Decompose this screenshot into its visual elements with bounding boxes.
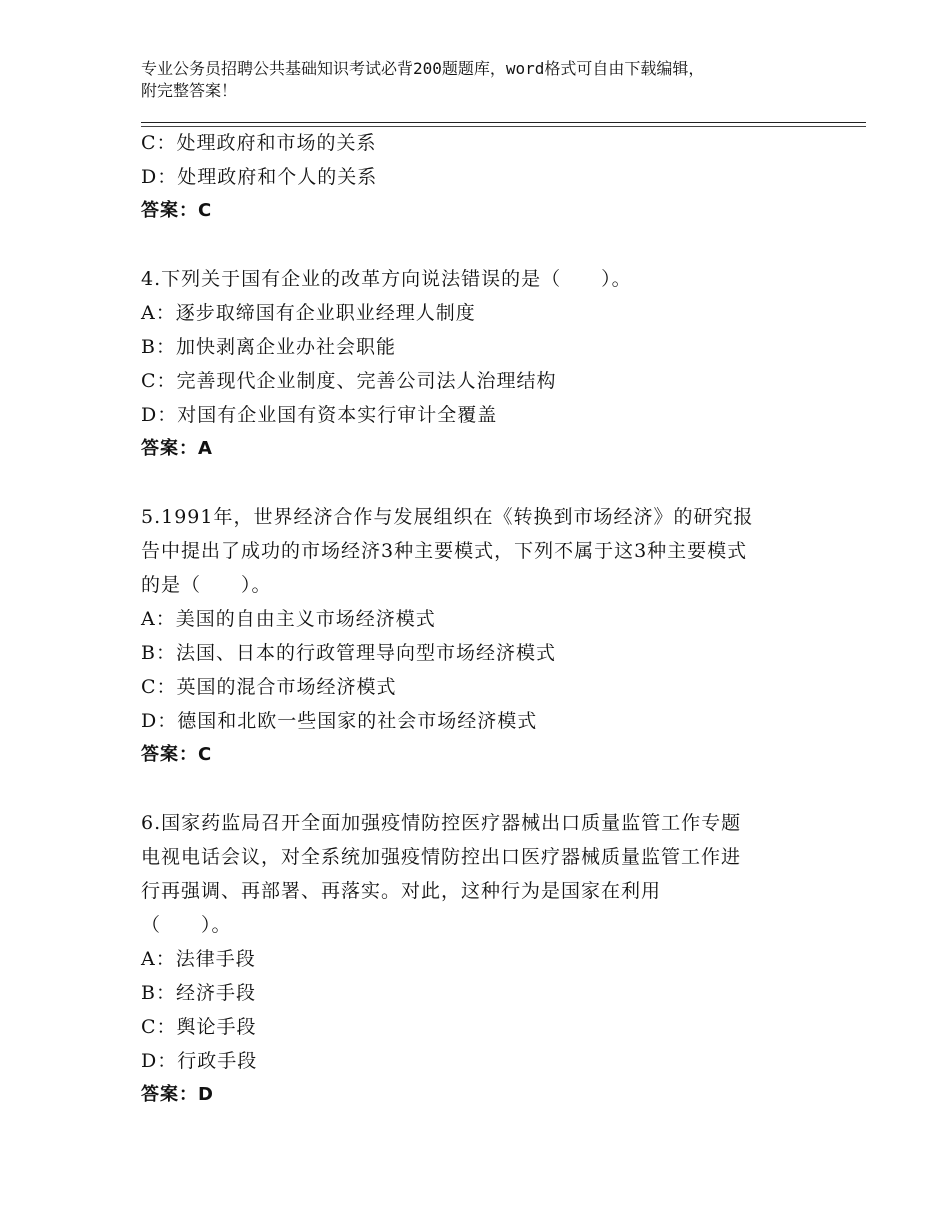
question-5-stem-3: 的是（ ）。	[141, 574, 272, 596]
header-line-1: 专业公务员招聘公共基础知识考试必背200题题库，word格式可自由下载编辑，	[141, 59, 705, 78]
question-5-option-c: C：英国的混合市场经济模式	[141, 676, 397, 698]
question-content	[141, 126, 841, 1112]
question-4-option-c: C：完善现代企业制度、完善公司法人治理结构	[141, 370, 557, 392]
question-6-stem-1: 6.国家药监局召开全面加强疫情防控医疗器械出口质量监管工作专题	[141, 812, 742, 834]
question-5-option-d: D：德国和北欧一些国家的社会市场经济模式	[141, 710, 538, 732]
spacer	[141, 772, 841, 806]
question-5-stem-1: 5.1991年，世界经济合作与发展组织在《转换到市场经济》的研究报	[141, 506, 754, 528]
question-5-stem-2: 告中提出了成功的市场经济3种主要模式，下列不属于这3种主要模式	[141, 540, 748, 562]
question-4-stem-1: 4.下列关于国有企业的改革方向说法错误的是（ ）。	[141, 268, 632, 290]
question-4-answer: 答案：A	[141, 438, 213, 459]
question-6-answer: 答案：D	[141, 1084, 214, 1105]
question-6-stem-4: （ ）。	[141, 914, 232, 936]
option-d: D：处理政府和个人的关系	[141, 166, 378, 188]
question-4-option-d: D：对国有企业国有资本实行审计全覆盖	[141, 404, 498, 426]
spacer	[141, 466, 841, 500]
header-rule-top	[141, 122, 866, 123]
answer-label: 答案：C	[141, 200, 213, 221]
question-6-stem-3: 行再强调、再部署、再落实。对此，这种行为是国家在利用	[141, 880, 662, 902]
option-c: C：处理政府和市场的关系	[141, 132, 377, 154]
question-4-option-a: A：逐步取缔国有企业职业经理人制度	[141, 302, 476, 324]
question-6-option-b: B：经济手段	[141, 982, 256, 1004]
question-5-option-a: A：美国的自由主义市场经济模式	[141, 608, 436, 630]
question-6-option-a: A：法律手段	[141, 948, 256, 970]
spacer	[141, 228, 841, 262]
question-5-answer: 答案：C	[141, 744, 213, 765]
question-6-option-c: C：舆论手段	[141, 1016, 257, 1038]
question-6-option-d: D：行政手段	[141, 1050, 258, 1072]
question-6-stem-2: 电视电话会议，对全系统加强疫情防控出口医疗器械质量监管工作进	[141, 846, 742, 868]
question-4-option-b: B：加快剥离企业办社会职能	[141, 336, 396, 358]
page-header	[141, 58, 821, 102]
header-line-2: 附完整答案！	[141, 81, 238, 100]
question-5-option-b: B：法国、日本的行政管理导向型市场经济模式	[141, 642, 556, 664]
